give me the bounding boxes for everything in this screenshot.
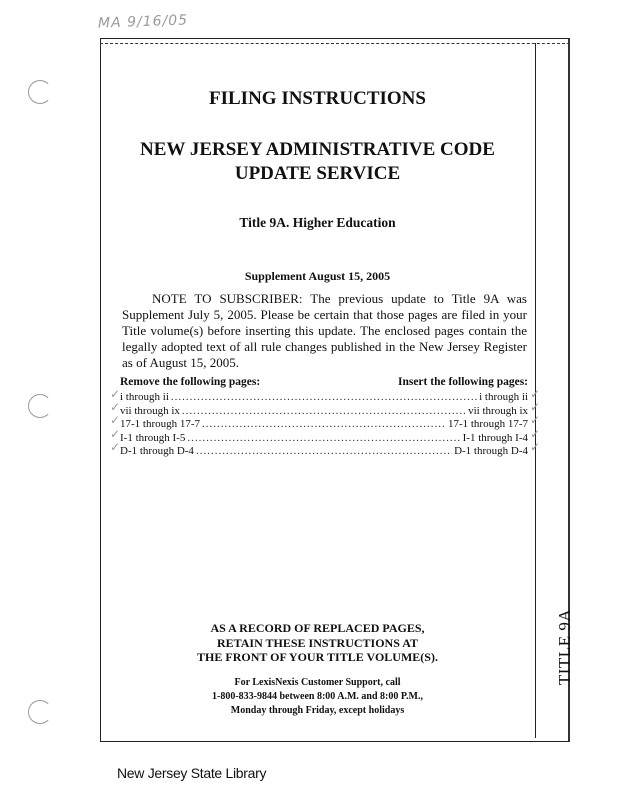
support-line: 1-800-833-9844 between 8:00 A.M. and 8:00 P.M.,	[211, 691, 423, 702]
code-title-line: NEW JERSEY ADMINISTRATIVE CODE	[140, 139, 495, 160]
table-header	[120, 376, 528, 391]
remove-pages: D-1 through D-4	[120, 445, 194, 457]
table-row	[120, 405, 528, 419]
record-line: THE FRONT OF YOUR TITLE VOLUME(S).	[197, 650, 438, 664]
code-title	[100, 138, 535, 186]
code-title-line: UPDATE SERVICE	[234, 163, 401, 184]
checkmark-icon: ✓	[530, 413, 541, 427]
support-line: Monday through Friday, except holidays	[230, 705, 405, 716]
record-instructions	[100, 621, 535, 665]
frame-top-rule	[100, 43, 570, 44]
remove-pages: I-1 through I-5	[120, 431, 186, 444]
record-line: AS A RECORD OF REPLACED PAGES,	[210, 621, 425, 635]
checkmark-icon: ✓	[110, 387, 121, 401]
remove-pages: i through ii	[120, 391, 169, 403]
title-tab-label: TITLE 9A	[555, 608, 575, 686]
leader-dots	[202, 418, 446, 430]
table-row	[120, 418, 528, 432]
checkmark-icon: ✓	[110, 413, 121, 427]
page-replacement-table	[120, 376, 528, 459]
customer-support	[100, 676, 535, 718]
checkmark-icon: ✓	[530, 427, 541, 441]
leader-dots	[171, 391, 477, 403]
volume-title: Title 9A. Higher Education	[239, 215, 396, 230]
insert-pages: I-1 through I-4	[462, 431, 528, 444]
checkmark-icon: ✓	[110, 440, 121, 454]
remove-pages: 17-1 through 17-7	[120, 418, 201, 430]
insert-pages: vii through ix	[468, 404, 528, 417]
insert-pages: 17-1 through 17-7	[447, 418, 528, 430]
remove-pages: vii through ix	[120, 404, 180, 417]
record-line: RETAIN THESE INSTRUCTIONS AT	[216, 635, 419, 650]
supplement-date: Supplement August 15, 2005	[244, 269, 391, 283]
punch-hole	[28, 394, 52, 418]
title-tab	[552, 607, 578, 687]
leader-dots	[196, 445, 452, 457]
checkmark-icon: ✓	[110, 427, 121, 441]
insert-pages: i through ii	[479, 391, 528, 403]
punch-hole	[28, 80, 52, 104]
support-line: For LexisNexis Customer Support, call	[234, 677, 401, 688]
table-row	[120, 391, 528, 405]
remove-header: Remove the following pages:	[120, 376, 261, 388]
handwritten-note: MA 9/16/05	[97, 12, 189, 32]
subscriber-note: NOTE TO SUBSCRIBER: The previous update to Title 9A was Supplement July 5, 2005. Please be certain that those pages are filed in your Title volume(s) before inserting this update. The enclosed pages contain the legally adopted text of all rule changes published in the New Jersey Register as of August 15, 2005.	[122, 291, 527, 370]
checkmark-icon: ✓	[110, 400, 121, 414]
checkmark-icon: ✓	[530, 400, 541, 414]
table-row	[120, 432, 528, 446]
insert-header: Insert the following pages:	[397, 376, 528, 388]
leader-dots	[187, 432, 460, 444]
table-row	[120, 445, 528, 459]
checkmark-icon: ✓	[530, 387, 541, 401]
checkmark-icon: ✓	[530, 440, 541, 454]
library-footer: New Jersey State Library	[117, 765, 267, 781]
page-title: FILING INSTRUCTIONS	[209, 88, 426, 109]
punch-hole	[28, 700, 52, 724]
insert-pages: D-1 through D-4	[454, 445, 528, 457]
leader-dots	[182, 405, 466, 417]
